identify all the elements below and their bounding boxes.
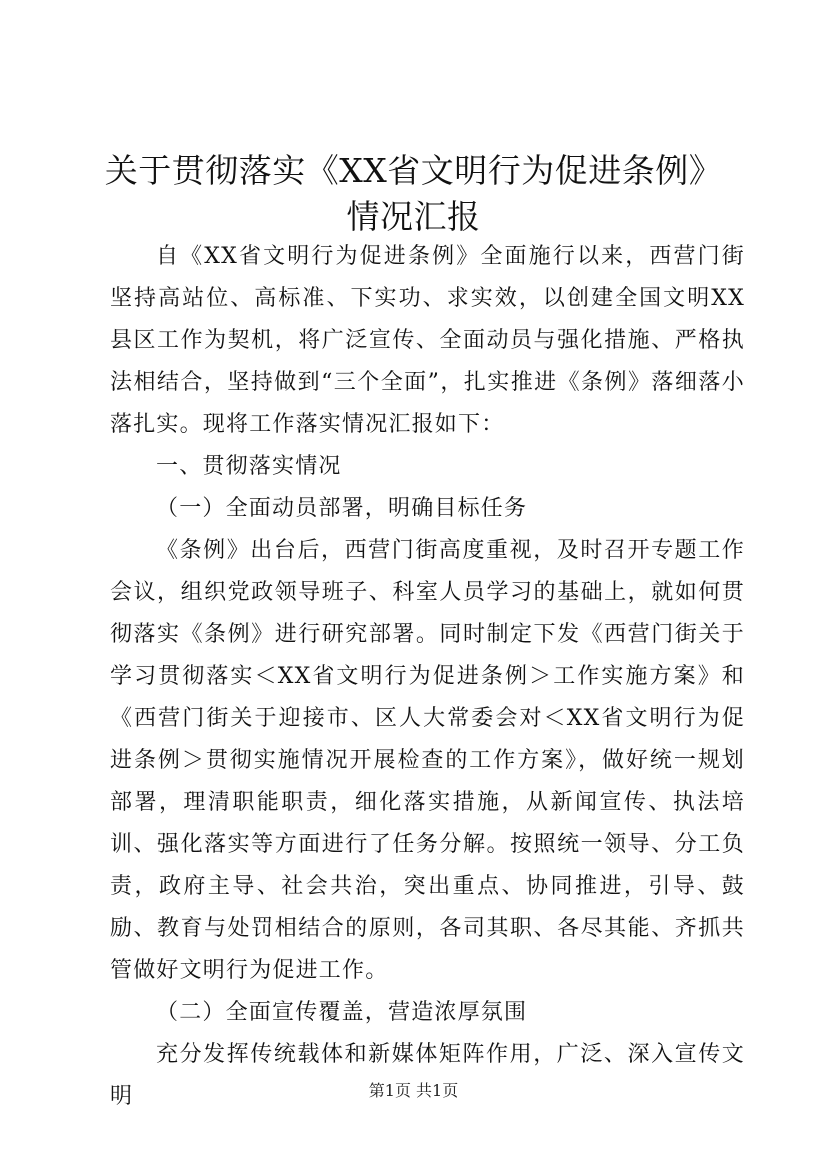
page-footer: 第1页 共1页 <box>368 1081 459 1100</box>
subsection-heading-2: （二）全面宣传覆盖，营造浓厚氛围 <box>156 1000 528 1025</box>
document-title: 关于贯彻落实《XX省文明行为促进条例》情况汇报 <box>104 151 723 236</box>
document-body <box>110 236 745 1118</box>
subsection-2-paragraph: 充分发挥传统载体和新媒体矩阵作用，广泛、深入宣传文明 <box>110 1042 745 1109</box>
section-heading-1: 一、贯彻落实情况 <box>156 454 342 479</box>
intro-paragraph: 自《XX省文明行为促进条例》全面施行以来，西营门街坚持高站位、高标准、下实功、求实效，以创建全国文明XX县区工作为契机，将广泛宣传、全面动员与强化措施、严格执法相结合，坚持做到“三个全面”，扎实推进《条例》落细落小落扎实。现将工作落实情况汇报如下： <box>110 244 745 437</box>
subsection-1-paragraph: 《条例》出台后，西营门街高度重视，及时召开专题工作会议，组织党政领导班子、科室人员学习的基础上，就如何贯彻落实《条例》进行研究部署。同时制定下发《西营门街关于学习贯彻落实＜XX省文明行为促进条例＞工作实施方案》和《西营门街关于迎接市、区人大常委会对＜XX省文明行为促进条例＞贯彻实施情况开展检查的工作方案》，做好统一规划部署，理清职能职责，细化落实措施，从新闻宣传、执法培训、强化落实等方面进行了任务分解。按照统一领导、分工负责，政府主导、社会共治，突出重点、协同推进，引导、鼓励、教育与处罚相结合的原则，各司其职、各尽其能、齐抓共管做好文明行为促进工作。 <box>110 538 745 983</box>
subsection-heading-1: （一）全面动员部署，明确目标任务 <box>156 496 528 521</box>
